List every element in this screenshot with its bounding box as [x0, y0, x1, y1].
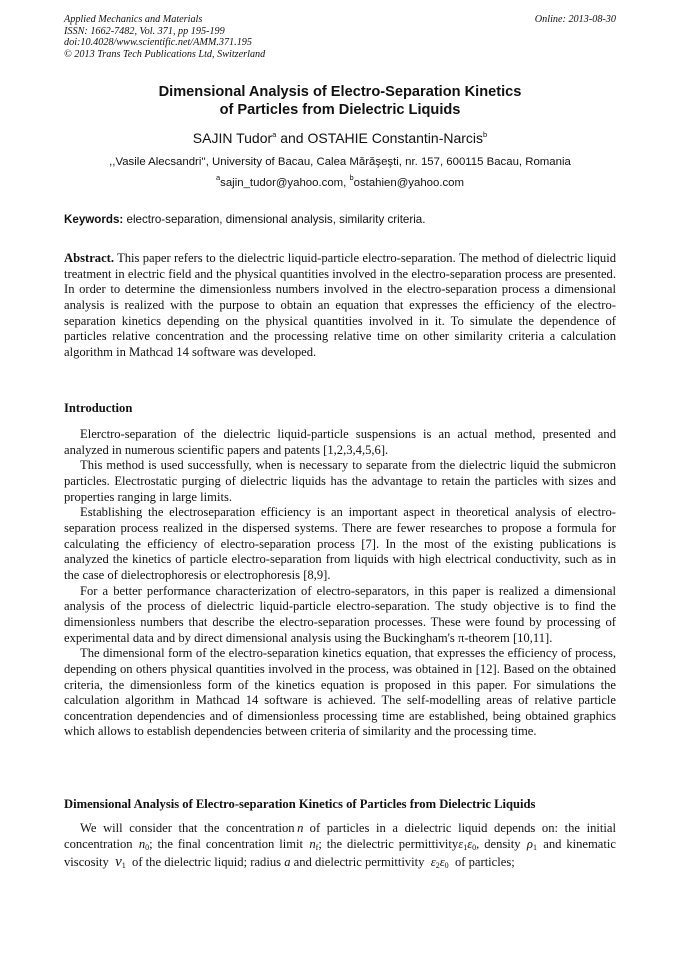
section-2-heading: Dimensional Analysis of Electro-separation Kinetics of Particles from Dielectric Liquids: [64, 797, 536, 811]
copyright-line: © 2013 Trans Tech Publications Ltd, Switzerland: [64, 48, 266, 60]
online-date: Online: 2013-08-30: [534, 14, 616, 25]
var-nf: nf: [309, 836, 319, 852]
author-1: SAJIN Tudor: [192, 130, 273, 146]
text-run: We will consider that the concentration: [80, 821, 295, 835]
abstract-label: Abstract.: [64, 251, 115, 265]
var-n: n: [297, 821, 304, 835]
text-run: and kinematic viscosity: [64, 836, 616, 870]
email-a: sajin_tudor@yahoo.com,: [220, 177, 350, 189]
section-2-paragraph: [64, 821, 616, 874]
email-line: [64, 173, 616, 189]
email-b: ostahien@yahoo.com: [353, 177, 465, 189]
intro-paragraph: The dimensional form of the electro-separation kinetics equation, that expresses the efficiency of process, depending on others physical quantities involved in the process, was obtained in [12]. Based on the obtained criteria, the dimensionless form of the kinetics equation is proposed in this paper. For simulations the calculation algorithm in Mathcad 14 software is achieved. The self-modelling areas of relative particle concentration dependencies and of dimensionless processing time are established, being obtained graphics which allows to establish dependencies between criteria of similarity and the processing time.: [64, 646, 616, 739]
var-n0: n0: [138, 836, 150, 852]
intro-paragraph: For a better performance characterization of electro-separators, in this paper is realized a dimensional analysis of the process of dielectric liquid-particle electro-separation. The study objective is to find the dimensionless numbers that describe the electro-separation processes. These were found by processing of experimental data and by direct dimensional analysis using the Buckingham's π-theorem [10,11].: [64, 583, 616, 645]
var-a: a: [284, 855, 291, 870]
journal-header: [64, 14, 616, 60]
text-run: of the dielectric liquid; radius: [132, 855, 282, 870]
keywords-label: Keywords:: [64, 213, 124, 226]
keywords-text: electro-separation, dimensional analysis, similarity criteria.: [123, 213, 426, 226]
var-eps2-eps0: ε2ε0: [430, 855, 449, 871]
text-run: ; the final concentration limit: [149, 836, 304, 851]
intro-paragraph: Establishing the electroseparation efficiency is an important aspect in theoretical analysis of electro-separation process realized in the dispersed systems. There are fewer researches to propose a formula for calculating the efficiency of electro-separation process [7]. In the most of the existing publications is analyzed the kinetics of particle electro-separation from liquids with high electrical conductivity, such as in the case of dielectrophoresis or electrophoresis [8,9].: [64, 505, 616, 582]
intro-paragraph: Elerctro-separation of the dielectric liquid-particle suspensions is an actual method, presented and analyzed in numerous scientific papers and patents [1,2,3,4,5,6].: [64, 427, 616, 457]
text-run: ; the dielectric permittivity: [318, 836, 459, 851]
journal-name: Applied Mechanics and Materials: [64, 14, 203, 25]
author-2-sup: b: [483, 130, 488, 139]
section-2-body: [64, 821, 616, 874]
introduction-body: [64, 427, 616, 740]
abstract: [64, 251, 616, 361]
var-rho1: ρ1: [526, 836, 537, 852]
email-a-sup: a: [215, 173, 221, 182]
intro-paragraph: This method is used successfully, when is necessary to separate from the dielectric liquid the submicron particles. Electrostatic purging of dielectric liquids has the advantage to retain the particles with sizes and properties ranging in large limits.: [64, 458, 616, 504]
title-line-1: Dimensional Analysis of Electro-Separation Kinetics: [158, 84, 522, 100]
email-b-sup: b: [349, 173, 354, 182]
var-nu1: ν1: [115, 854, 126, 871]
authors-line: [64, 130, 616, 146]
author-1-sup: a: [272, 130, 277, 139]
affiliation: ,,Vasile Alecsandri'', University of Bacau, Calea Mărăşeşti, nr. 157, 600115 Bacau, Romania: [109, 156, 571, 168]
author-2: OSTAHIE Constantin-Narcis: [307, 130, 484, 146]
authors-and: and: [276, 130, 308, 146]
var-eps1-eps0: ε1ε0: [458, 836, 477, 852]
issn-line: ISSN: 1662-7482, Vol. 371, pp 195-199: [64, 25, 225, 37]
text-run: of particles in a dielectric liquid depends on: the initial concentration: [64, 821, 616, 851]
introduction-heading: Introduction: [64, 401, 133, 415]
doi-line: doi:10.4028/www.scientific.net/AMM.371.195: [64, 37, 252, 49]
title-line-2: of Particles from Dielectric Liquids: [219, 102, 461, 118]
paper-title: [64, 83, 616, 119]
text-run: of particles;: [454, 855, 515, 870]
abstract-text: This paper refers to the dielectric liquid-particle electro-separation. The method of dielectric liquid treatment in electric field and the physical quantities involved in the electro-separation process are presented. In order to determine the dimensionless numbers involved in the electro-separation process a dimensional analysis is realized with the purpose to obtain an equation that expresses the efficiency of the electro-separation kinetics depending on the physical quantities involved in it. To simulate the dependence of particles relative concentration and the processing relative time on other similarity criteria a calculation algorithm in Mathcad 14 software was developed.: [64, 251, 616, 359]
text-run: , density: [476, 836, 521, 851]
keywords: [64, 213, 616, 226]
text-run: and dielectric permittivity: [293, 855, 425, 870]
